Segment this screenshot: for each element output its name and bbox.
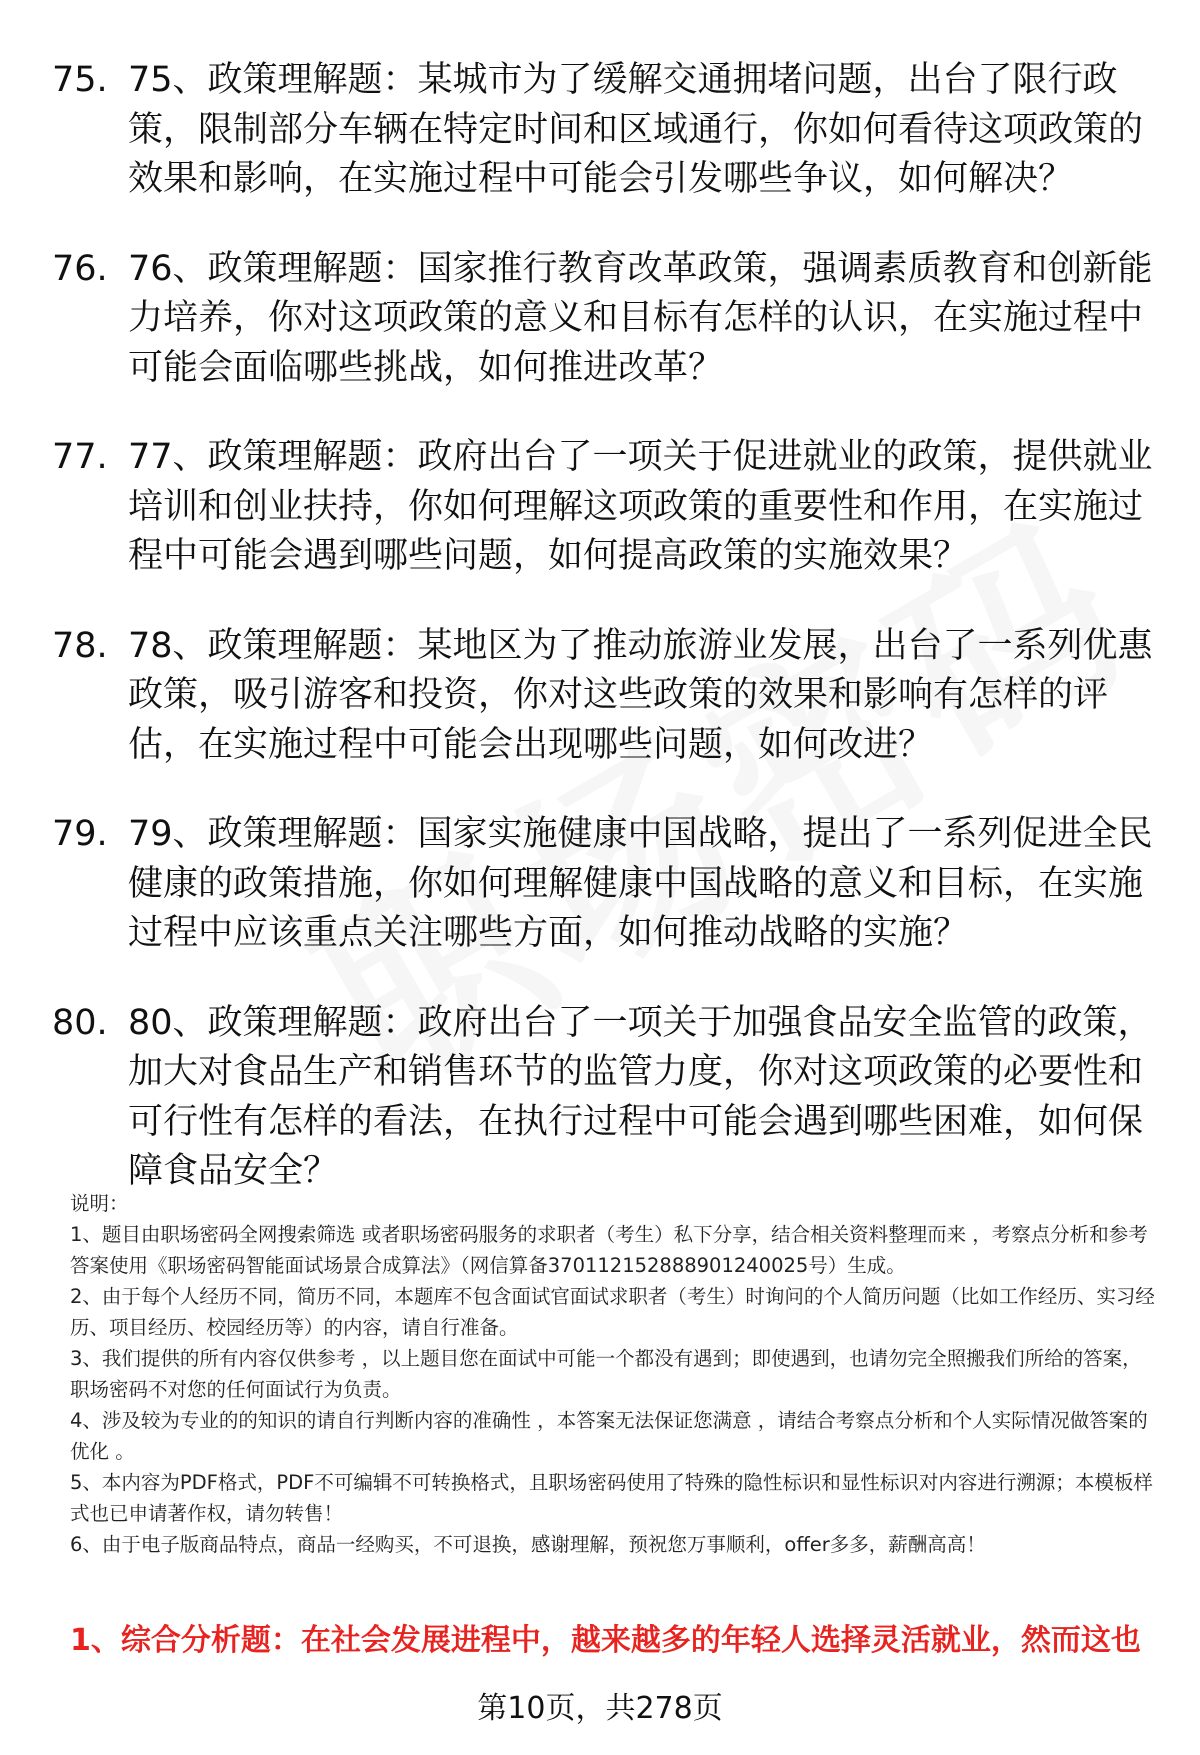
question-text: 75、政策理解题：某城市为了缓解交通拥堵问题，出台了限行政策，限制部分车辆在特定时间和区域通行，你如何看待这项政策的效果和影响，在实施过程中可能会引发哪些争议，如何解决？ xyxy=(128,60,1144,199)
question-item xyxy=(52,622,1162,771)
question-list xyxy=(52,56,1162,1237)
question-number: 79. xyxy=(52,814,108,854)
question-number: 75. xyxy=(52,60,108,100)
question-text: 80、政策理解题：政府出台了一项关于加强食品安全监管的政策，加大对食品生产和销售环节的监管力度，你对这项政策的必要性和可行性有怎样的看法，在执行过程中可能会遇到哪些困难，如何保障食品安全？ xyxy=(128,1002,1153,1191)
notes-section xyxy=(70,1188,1160,1560)
note-item: 3、我们提供的所有内容仅供参考 ，以上题目您在面试中可能一个都没有遇到；即使遇到，也请勿完全照搬我们所给的答案，职场密码不对您的任何面试行为负责。 xyxy=(70,1347,1142,1401)
question-number: 78. xyxy=(52,625,108,666)
page-footer: 第10页，共278页 xyxy=(477,1691,723,1726)
question-item xyxy=(52,56,1162,205)
note-item: 2、由于每个人经历不同，简历不同，本题库不包含面试官面试求职者（考生）时询问的个人简历问题（比如工作经历、实习经历、项目经历、校园经历等）的内容，请自行准备。 xyxy=(70,1285,1155,1339)
note-item: 1、题目由职场密码全网搜索筛选 或者职场密码服务的求职者（考生）私下分享，结合相关资料整理而来 ，考察点分析和参考答案使用《职场密码智能面试场景合成算法》（网信算备370112152888901240025号）生成。 xyxy=(70,1223,1148,1277)
next-question-heading: 1、综合分析题：在社会发展进程中，越来越多的年轻人选择灵活就业，然而这也 xyxy=(70,1623,1141,1658)
note-item: 4、涉及较为专业的的知识的请自行判断内容的准确性 ，本答案无法保证您满意 ，请结合考察点分析和个人实际情况做答案的优化 。 xyxy=(70,1409,1148,1463)
question-text: 78、政策理解题：某地区为了推动旅游业发展，出台了一系列优惠政策，吸引游客和投资，你对这些政策的效果和影响有怎样的评估，在实施过程中可能会出现哪些问题，如何改进？ xyxy=(128,625,1153,765)
notes-title: 说明： xyxy=(70,1192,129,1215)
note-item: 5、本内容为PDF格式，PDF不可编辑不可转换格式，且职场密码使用了特殊的隐性标识和显性标识对内容进行溯源；本模板样式也已申请著作权，请勿转售！ xyxy=(70,1471,1153,1525)
question-number: 77. xyxy=(52,437,108,477)
question-item xyxy=(52,810,1162,959)
question-text: 79、政策理解题：国家实施健康中国战略，提出了一系列促进全民健康的政策措施，你如何理解健康中国战略的意义和目标，在实施过程中应该重点关注哪些方面，如何推动战略的实施？ xyxy=(128,814,1153,953)
question-text: 76、政策理解题：国家推行教育改革政策，强调素质教育和创新能力培养，你对这项政策的意义和目标有怎样的认识，在实施过程中可能会面临哪些挑战，如何推进改革？ xyxy=(128,248,1153,388)
question-item xyxy=(52,999,1162,1197)
question-number: 80. xyxy=(52,1002,108,1043)
question-item xyxy=(52,433,1162,582)
question-number: 76. xyxy=(52,248,108,289)
question-text: 77、政策理解题：政府出台了一项关于促进就业的政策，提供就业培训和创业扶持，你如何理解这项政策的重要性和作用，在实施过程中可能会遇到哪些问题，如何提高政策的实施效果？ xyxy=(128,437,1153,576)
note-item: 6、由于电子版商品特点，商品一经购买，不可退换，感谢理解，预祝您万事顺利，offer多多，薪酬高高！ xyxy=(70,1533,986,1556)
question-item xyxy=(52,245,1162,394)
